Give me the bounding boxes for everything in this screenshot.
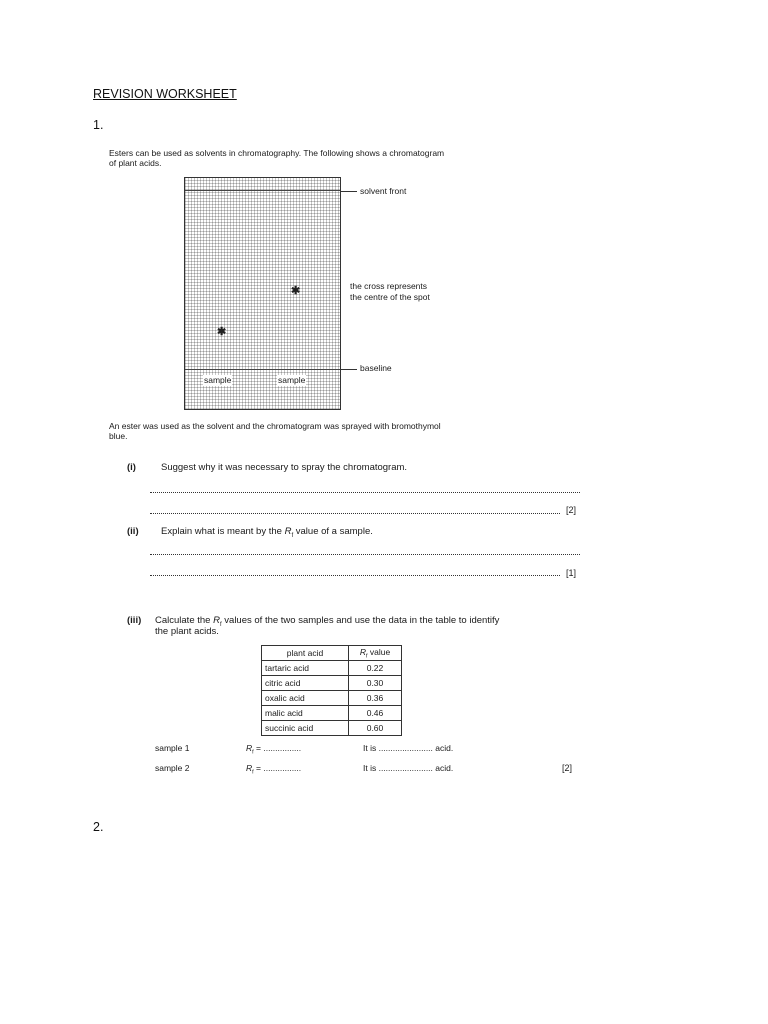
sample-1-acid-answer[interactable]: It is ....................... acid. xyxy=(363,743,454,753)
sample-2-equals: = ................ xyxy=(253,763,302,773)
acid-rf-value: 0.36 xyxy=(349,691,402,706)
acid-rf-value: 0.22 xyxy=(349,661,402,676)
table-row xyxy=(262,706,402,721)
acid-name: oxalic acid xyxy=(262,691,349,706)
acid-rf-value: 0.60 xyxy=(349,721,402,736)
part-ii-r-symbol: R xyxy=(284,526,292,537)
header-plant-acid: plant acid xyxy=(262,646,349,661)
worksheet-title: REVISION WORKSHEET xyxy=(93,87,237,101)
baseline-label: baseline xyxy=(360,363,392,373)
part-iii-r-symbol: R xyxy=(213,615,220,626)
table-row xyxy=(262,676,402,691)
sample-1-rf-answer[interactable] xyxy=(246,743,301,756)
question-2-number: 2. xyxy=(93,820,104,834)
solvent-front-callout xyxy=(341,191,357,192)
q1-after-line1: An ester was used as the solvent and the chromatogram was sprayed with bromothymol xyxy=(109,421,441,431)
part-iii-mark: [2] xyxy=(562,763,573,773)
sample-1-r-symbol: R xyxy=(246,743,253,753)
part-ii-question xyxy=(127,526,373,542)
acid-rf-value: 0.46 xyxy=(349,706,402,721)
sample-2-acid-answer[interactable]: It is ....................... acid. xyxy=(363,763,454,773)
q1-intro-line2: of plant acids. xyxy=(109,158,162,168)
sample-1-r-sub: f xyxy=(252,749,254,756)
plant-acid-table xyxy=(261,645,402,736)
part-iii-line1-after: values of the two samples and use the data in the table to identify xyxy=(221,615,500,626)
table-row xyxy=(262,691,402,706)
table-header-row xyxy=(262,646,402,661)
acid-name: malic acid xyxy=(262,706,349,721)
part-ii-label: (ii) xyxy=(127,526,139,537)
header-value-word: value xyxy=(367,646,391,657)
sample-1-equals: = ................ xyxy=(253,743,302,753)
table-row xyxy=(262,661,402,676)
sample-2-rf-answer[interactable] xyxy=(246,763,301,776)
spot-cross-upper: ✱ xyxy=(291,285,301,297)
acid-name: succinic acid xyxy=(262,721,349,736)
header-rf-value xyxy=(349,646,402,661)
cross-label-line2: the centre of the spot xyxy=(350,292,430,302)
acid-rf-value: 0.30 xyxy=(349,676,402,691)
part-iii-line1-before: Calculate the xyxy=(155,615,214,626)
part-ii-answer-line-1[interactable] xyxy=(150,554,580,555)
sample-left-label: sample xyxy=(204,375,232,385)
question-1-number: 1. xyxy=(93,118,104,132)
solvent-front-label: solvent front xyxy=(360,186,407,196)
part-iii-label: (iii) xyxy=(127,615,142,626)
header-r-sub: f xyxy=(365,653,368,660)
part-iii-line2: the plant acids. xyxy=(155,626,219,637)
cross-label-line1: the cross represents xyxy=(350,281,428,291)
sample-1-label: sample 1 xyxy=(155,743,190,753)
header-r-symbol: R xyxy=(359,646,366,657)
sample-2-r-sub: f xyxy=(252,769,254,776)
q1-after-line2: blue. xyxy=(109,431,128,441)
chromatogram-diagram xyxy=(184,177,341,410)
part-ii-mark: [1] xyxy=(566,568,577,578)
part-i-text: Suggest why it was necessary to spray the chromatogram. xyxy=(161,462,408,473)
part-ii-text-before: Explain what is meant by the xyxy=(161,526,285,537)
part-i-answer-line-2[interactable] xyxy=(150,513,560,514)
part-i-label: (i) xyxy=(127,462,136,473)
acid-name: citric acid xyxy=(262,676,349,691)
part-i-mark: [2] xyxy=(566,505,577,515)
solvent-front-line xyxy=(185,190,340,191)
part-i-answer-line-1[interactable] xyxy=(150,492,580,493)
baseline-callout xyxy=(341,369,357,370)
sample-2-label: sample 2 xyxy=(155,763,190,773)
sample-2-r-symbol: R xyxy=(246,763,253,773)
acid-name: tartaric acid xyxy=(262,661,349,676)
baseline-line xyxy=(185,369,340,370)
spot-cross-lower: ✱ xyxy=(217,326,227,338)
table-row xyxy=(262,721,402,736)
part-ii-answer-line-2[interactable] xyxy=(150,575,560,576)
q1-intro-line1: Esters can be used as solvents in chromatography. The following shows a chromatogram xyxy=(109,148,445,158)
part-i-question xyxy=(127,462,407,473)
part-iii-r-sub: f xyxy=(219,621,222,628)
sample-right-label: sample xyxy=(278,375,306,385)
part-ii-r-sub: f xyxy=(291,532,294,539)
part-ii-text-after: value of a sample. xyxy=(293,526,373,537)
